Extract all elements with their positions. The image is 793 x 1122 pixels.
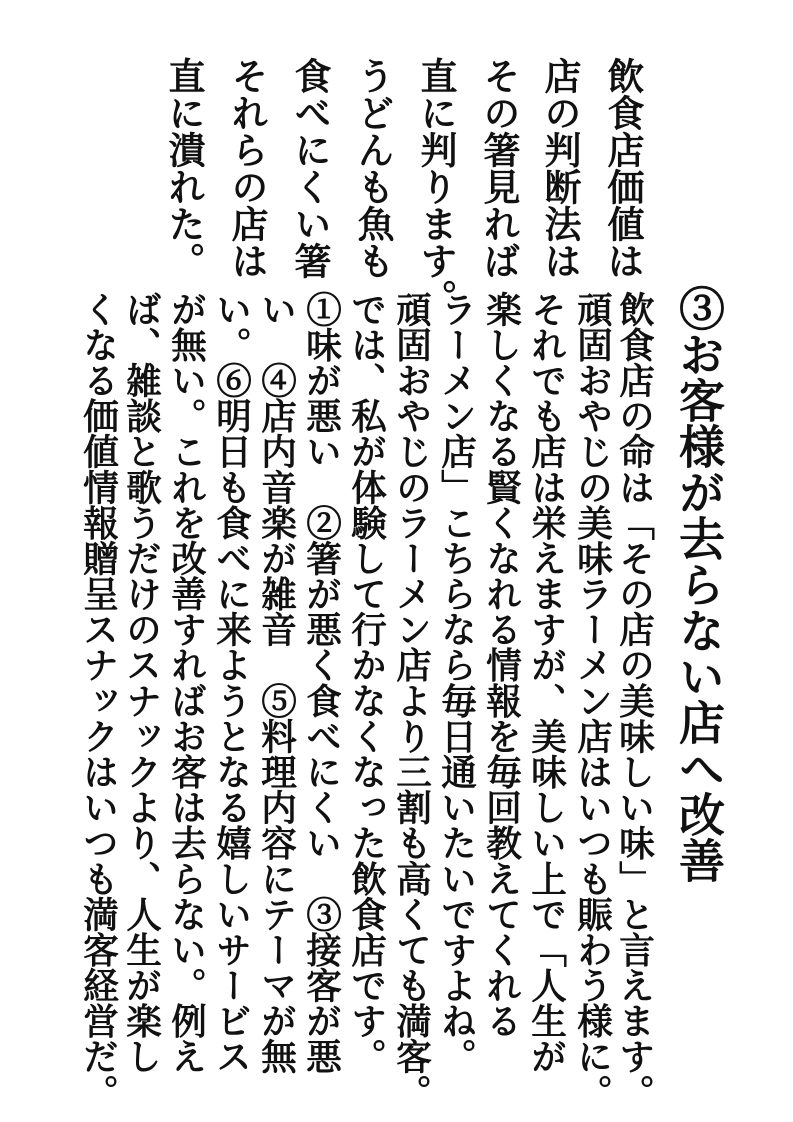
body-line-11: が無い。これを改善すればお客は去らない。例え — [165, 291, 207, 1074]
top-line-4: 直に判ります。 — [414, 57, 458, 316]
top-line-2: 店の判断法は — [538, 57, 582, 279]
body-line-12: ば、雑談と歌うだけのスナックより、人生が楽し — [120, 291, 162, 1074]
body-line-8: ①味が悪い ②箸が悪く食べにくい ③接客が悪 — [300, 291, 342, 1074]
body-line-9: い ④店内音楽が雑音 ⑤料理内容にテーマが無 — [255, 291, 297, 1074]
section-heading: ③お客様が去らない店へ改善 — [672, 285, 726, 883]
body-line-13: くなる価値情報贈呈スナックはいつも満客経営だ。 — [77, 291, 119, 1110]
body-line-1: 飲食店の命は「その店の美味しい味」と言えます。 — [613, 291, 655, 1110]
body-line-10: い。⑥明日も食べに来ようとなる嬉しいサービス — [210, 291, 252, 1074]
top-line-1: 飲食店価値は — [601, 57, 645, 279]
top-line-7: それらの店は — [225, 57, 269, 279]
body-line-4: 楽しくなる賢くなれる情報を毎回教えてくれる — [480, 291, 522, 1039]
body-line-3: それでも店は栄えますが、美味しい上で「人生が — [525, 291, 567, 1074]
body-line-6: 頑固おやじのラーメン店より三割も高くても満客。 — [390, 291, 432, 1110]
body-line-2: 頑固おやじの美味ラーメン店はいつも賑わう様に。 — [571, 291, 613, 1110]
top-line-6: 食べにくい箸 — [288, 57, 332, 279]
top-line-3: その箸見れば — [477, 57, 521, 279]
body-line-7: では、私が体験して行かなくなった飲食店です。 — [345, 291, 387, 1074]
body-line-5: ラーメン店」こちらなら毎日通いたいですよね。 — [435, 291, 477, 1074]
top-line-5: うどんも魚も — [351, 57, 395, 279]
top-line-8: 直に潰れた。 — [162, 57, 206, 279]
